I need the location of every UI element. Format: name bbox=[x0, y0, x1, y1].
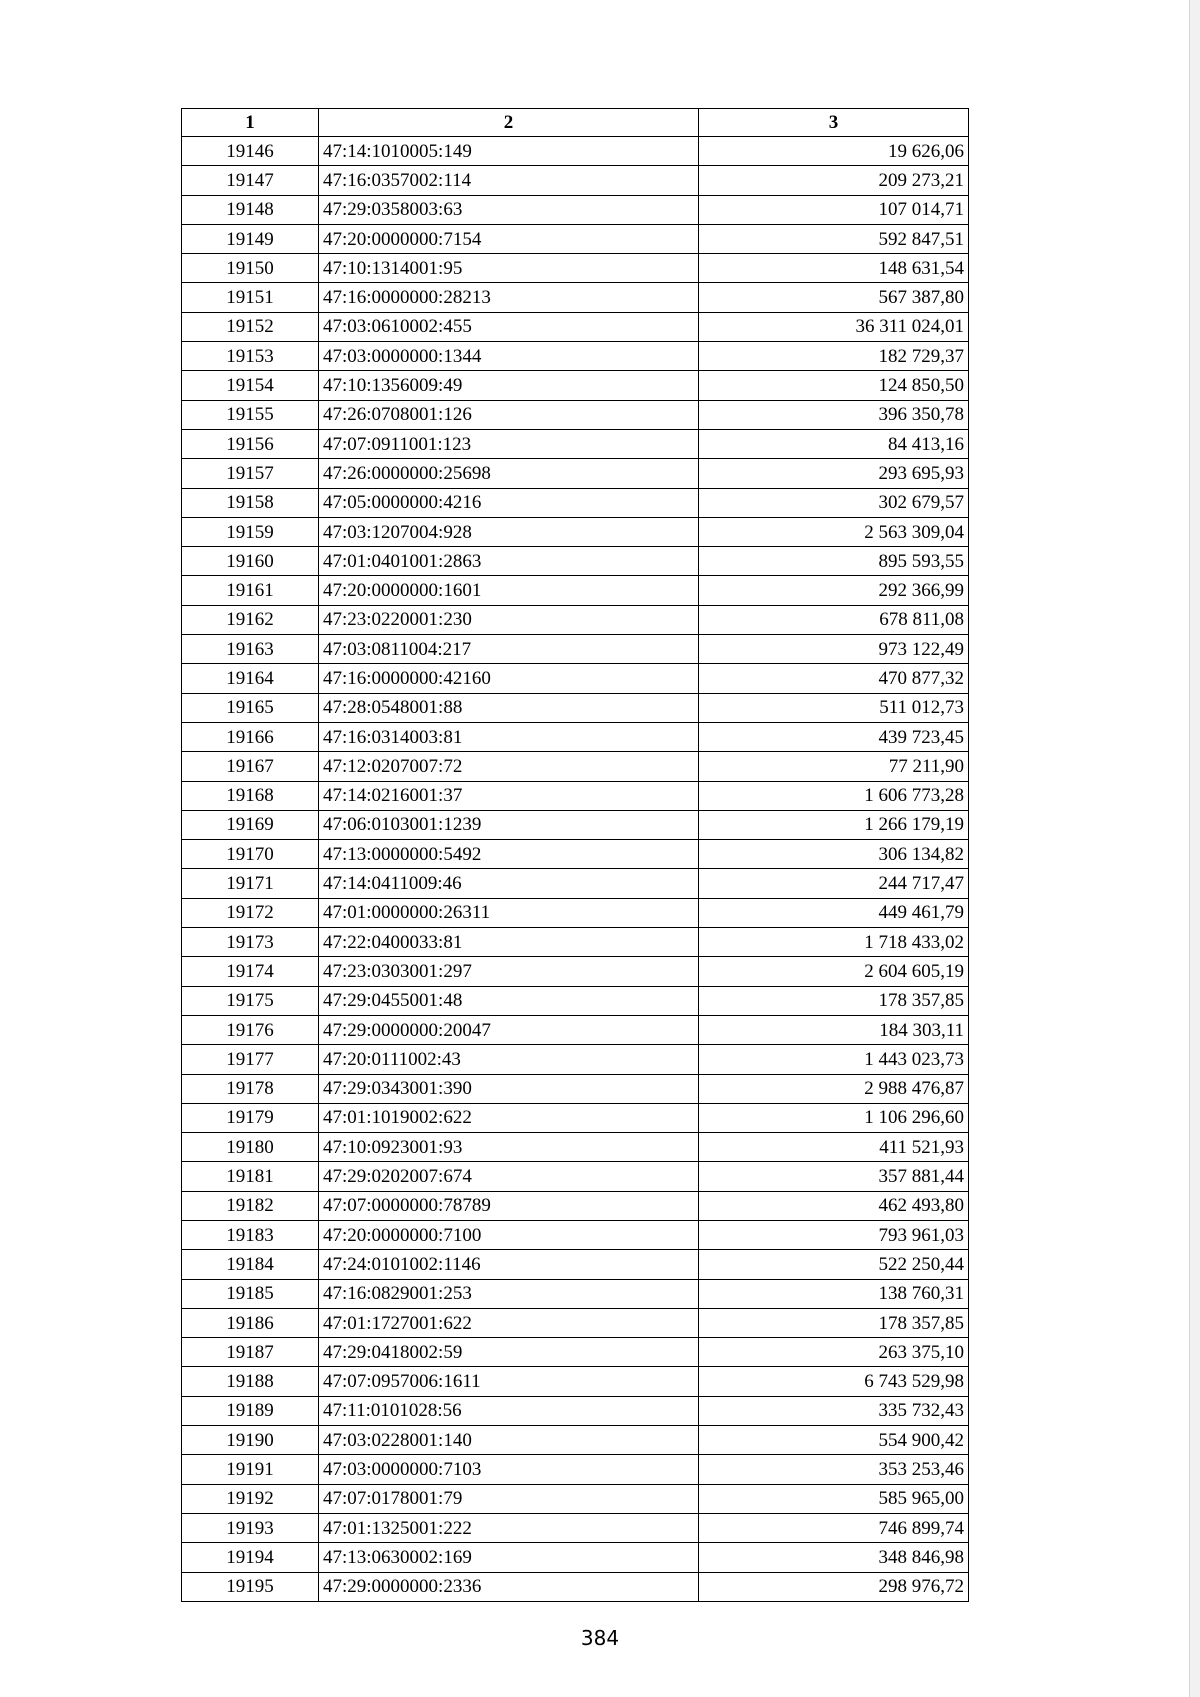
value-cell: 793 961,03 bbox=[699, 1220, 969, 1249]
table-row bbox=[182, 693, 969, 722]
table-row bbox=[182, 1250, 969, 1279]
value-cell: 178 357,85 bbox=[699, 1308, 969, 1337]
value-cell: 184 303,11 bbox=[699, 1015, 969, 1044]
value-cell: 302 679,57 bbox=[699, 488, 969, 517]
table-row bbox=[182, 1455, 969, 1484]
table-row bbox=[182, 166, 969, 195]
table-row bbox=[182, 1074, 969, 1103]
cadastral-number-cell: 47:14:0216001:37 bbox=[319, 781, 699, 810]
row-number-cell: 19187 bbox=[182, 1338, 319, 1367]
row-number-cell: 19156 bbox=[182, 429, 319, 458]
table-row bbox=[182, 1338, 969, 1367]
row-number-cell: 19178 bbox=[182, 1074, 319, 1103]
table-row bbox=[182, 1543, 969, 1572]
value-cell: 2 604 605,19 bbox=[699, 957, 969, 986]
cadastral-number-cell: 47:22:0400033:81 bbox=[319, 928, 699, 957]
cadastral-number-cell: 47:23:0303001:297 bbox=[319, 957, 699, 986]
value-cell: 36 311 024,01 bbox=[699, 312, 969, 341]
cadastral-number-cell: 47:10:1356009:49 bbox=[319, 371, 699, 400]
row-number-cell: 19159 bbox=[182, 517, 319, 546]
table-row bbox=[182, 1279, 969, 1308]
cadastral-number-cell: 47:14:0411009:46 bbox=[319, 869, 699, 898]
table-row bbox=[182, 1133, 969, 1162]
row-number-cell: 19150 bbox=[182, 254, 319, 283]
cadastral-number-cell: 47:16:0357002:114 bbox=[319, 166, 699, 195]
value-cell: 2 988 476,87 bbox=[699, 1074, 969, 1103]
row-number-cell: 19155 bbox=[182, 400, 319, 429]
row-number-cell: 19191 bbox=[182, 1455, 319, 1484]
cadastral-number-cell: 47:01:0000000:26311 bbox=[319, 898, 699, 927]
value-cell: 19 626,06 bbox=[699, 137, 969, 166]
row-number-cell: 19157 bbox=[182, 459, 319, 488]
cadastral-number-cell: 47:29:0455001:48 bbox=[319, 986, 699, 1015]
value-cell: 678 811,08 bbox=[699, 605, 969, 634]
row-number-cell: 19165 bbox=[182, 693, 319, 722]
value-cell: 138 760,31 bbox=[699, 1279, 969, 1308]
row-number-cell: 19152 bbox=[182, 312, 319, 341]
cadastral-number-cell: 47:29:0418002:59 bbox=[319, 1338, 699, 1367]
row-number-cell: 19186 bbox=[182, 1308, 319, 1337]
table-row bbox=[182, 1191, 969, 1220]
cadastral-number-cell: 47:01:1019002:622 bbox=[319, 1103, 699, 1132]
row-number-cell: 19162 bbox=[182, 605, 319, 634]
cadastral-number-cell: 47:24:0101002:1146 bbox=[319, 1250, 699, 1279]
column-header-1: 1 bbox=[182, 109, 319, 137]
value-cell: 178 357,85 bbox=[699, 986, 969, 1015]
value-cell: 554 900,42 bbox=[699, 1426, 969, 1455]
value-cell: 1 106 296,60 bbox=[699, 1103, 969, 1132]
table-row bbox=[182, 1572, 969, 1601]
value-cell: 348 846,98 bbox=[699, 1543, 969, 1572]
value-cell: 244 717,47 bbox=[699, 869, 969, 898]
cadastral-number-cell: 47:10:0923001:93 bbox=[319, 1133, 699, 1162]
value-cell: 973 122,49 bbox=[699, 635, 969, 664]
value-cell: 1 606 773,28 bbox=[699, 781, 969, 810]
cadastral-number-cell: 47:01:1727001:622 bbox=[319, 1308, 699, 1337]
table-row bbox=[182, 1045, 969, 1074]
table-row bbox=[182, 781, 969, 810]
row-number-cell: 19192 bbox=[182, 1484, 319, 1513]
row-number-cell: 19183 bbox=[182, 1220, 319, 1249]
cadastral-number-cell: 47:20:0111002:43 bbox=[319, 1045, 699, 1074]
cadastral-number-cell: 47:28:0548001:88 bbox=[319, 693, 699, 722]
row-number-cell: 19161 bbox=[182, 576, 319, 605]
row-number-cell: 19181 bbox=[182, 1162, 319, 1191]
cadastral-number-cell: 47:26:0000000:25698 bbox=[319, 459, 699, 488]
table-row bbox=[182, 488, 969, 517]
row-number-cell: 19164 bbox=[182, 664, 319, 693]
row-number-cell: 19158 bbox=[182, 488, 319, 517]
value-cell: 353 253,46 bbox=[699, 1455, 969, 1484]
value-cell: 1 718 433,02 bbox=[699, 928, 969, 957]
cadastral-number-cell: 47:03:0610002:455 bbox=[319, 312, 699, 341]
row-number-cell: 19190 bbox=[182, 1426, 319, 1455]
table-row bbox=[182, 195, 969, 224]
cadastral-number-cell: 47:05:0000000:4216 bbox=[319, 488, 699, 517]
cadastral-number-cell: 47:03:1207004:928 bbox=[319, 517, 699, 546]
row-number-cell: 19167 bbox=[182, 752, 319, 781]
row-number-cell: 19171 bbox=[182, 869, 319, 898]
row-number-cell: 19194 bbox=[182, 1543, 319, 1572]
value-cell: 439 723,45 bbox=[699, 722, 969, 751]
table-row bbox=[182, 1367, 969, 1396]
cadastral-number-cell: 47:26:0708001:126 bbox=[319, 400, 699, 429]
column-header-2: 2 bbox=[319, 109, 699, 137]
cadastral-number-cell: 47:01:1325001:222 bbox=[319, 1513, 699, 1542]
value-cell: 77 211,90 bbox=[699, 752, 969, 781]
cadastral-number-cell: 47:16:0000000:42160 bbox=[319, 664, 699, 693]
table-body bbox=[182, 137, 969, 1602]
cadastral-number-cell: 47:01:0401001:2863 bbox=[319, 547, 699, 576]
value-cell: 209 273,21 bbox=[699, 166, 969, 195]
table-row bbox=[182, 1103, 969, 1132]
cadastral-number-cell: 47:12:0207007:72 bbox=[319, 752, 699, 781]
row-number-cell: 19185 bbox=[182, 1279, 319, 1308]
page-edge bbox=[1189, 0, 1200, 1697]
row-number-cell: 19174 bbox=[182, 957, 319, 986]
table-row bbox=[182, 840, 969, 869]
value-cell: 411 521,93 bbox=[699, 1133, 969, 1162]
row-number-cell: 19160 bbox=[182, 547, 319, 576]
value-cell: 1 266 179,19 bbox=[699, 810, 969, 839]
cadastral-number-cell: 47:11:0101028:56 bbox=[319, 1396, 699, 1425]
cadastral-number-cell: 47:07:0957006:1611 bbox=[319, 1367, 699, 1396]
cadastral-number-cell: 47:07:0000000:78789 bbox=[319, 1191, 699, 1220]
cadastral-number-cell: 47:29:0358003:63 bbox=[319, 195, 699, 224]
cadastral-number-cell: 47:16:0314003:81 bbox=[319, 722, 699, 751]
value-cell: 357 881,44 bbox=[699, 1162, 969, 1191]
row-number-cell: 19176 bbox=[182, 1015, 319, 1044]
table-row bbox=[182, 605, 969, 634]
cadastral-number-cell: 47:20:0000000:7100 bbox=[319, 1220, 699, 1249]
table-row bbox=[182, 986, 969, 1015]
value-cell: 746 899,74 bbox=[699, 1513, 969, 1542]
value-cell: 293 695,93 bbox=[699, 459, 969, 488]
row-number-cell: 19172 bbox=[182, 898, 319, 927]
value-cell: 124 850,50 bbox=[699, 371, 969, 400]
row-number-cell: 19175 bbox=[182, 986, 319, 1015]
table-header bbox=[182, 109, 969, 137]
row-number-cell: 19180 bbox=[182, 1133, 319, 1162]
table-row bbox=[182, 957, 969, 986]
row-number-cell: 19184 bbox=[182, 1250, 319, 1279]
table-row bbox=[182, 1308, 969, 1337]
data-table bbox=[181, 108, 969, 1602]
row-number-cell: 19163 bbox=[182, 635, 319, 664]
table-row bbox=[182, 283, 969, 312]
table-row bbox=[182, 137, 969, 166]
table-row bbox=[182, 429, 969, 458]
value-cell: 84 413,16 bbox=[699, 429, 969, 458]
value-cell: 1 443 023,73 bbox=[699, 1045, 969, 1074]
value-cell: 462 493,80 bbox=[699, 1191, 969, 1220]
cadastral-number-cell: 47:29:0343001:390 bbox=[319, 1074, 699, 1103]
value-cell: 449 461,79 bbox=[699, 898, 969, 927]
cadastral-number-cell: 47:16:0000000:28213 bbox=[319, 283, 699, 312]
row-number-cell: 19173 bbox=[182, 928, 319, 957]
cadastral-number-cell: 47:07:0178001:79 bbox=[319, 1484, 699, 1513]
value-cell: 298 976,72 bbox=[699, 1572, 969, 1601]
row-number-cell: 19182 bbox=[182, 1191, 319, 1220]
cadastral-number-cell: 47:14:1010005:149 bbox=[319, 137, 699, 166]
cadastral-number-cell: 47:10:1314001:95 bbox=[319, 254, 699, 283]
table-row bbox=[182, 312, 969, 341]
row-number-cell: 19188 bbox=[182, 1367, 319, 1396]
cadastral-number-cell: 47:20:0000000:7154 bbox=[319, 224, 699, 253]
value-cell: 511 012,73 bbox=[699, 693, 969, 722]
cadastral-number-cell: 47:03:0811004:217 bbox=[319, 635, 699, 664]
cadastral-number-cell: 47:23:0220001:230 bbox=[319, 605, 699, 634]
row-number-cell: 19169 bbox=[182, 810, 319, 839]
table-row bbox=[182, 254, 969, 283]
table-row bbox=[182, 810, 969, 839]
table-row bbox=[182, 517, 969, 546]
table-row bbox=[182, 1513, 969, 1542]
table-row bbox=[182, 1426, 969, 1455]
row-number-cell: 19168 bbox=[182, 781, 319, 810]
row-number-cell: 19148 bbox=[182, 195, 319, 224]
value-cell: 335 732,43 bbox=[699, 1396, 969, 1425]
value-cell: 306 134,82 bbox=[699, 840, 969, 869]
row-number-cell: 19146 bbox=[182, 137, 319, 166]
table-row bbox=[182, 869, 969, 898]
cadastral-number-cell: 47:16:0829001:253 bbox=[319, 1279, 699, 1308]
cadastral-number-cell: 47:03:0000000:1344 bbox=[319, 342, 699, 371]
row-number-cell: 19149 bbox=[182, 224, 319, 253]
row-number-cell: 19154 bbox=[182, 371, 319, 400]
table-row bbox=[182, 898, 969, 927]
table-row bbox=[182, 722, 969, 751]
table-row bbox=[182, 547, 969, 576]
table-row bbox=[182, 459, 969, 488]
row-number-cell: 19153 bbox=[182, 342, 319, 371]
cadastral-number-cell: 47:29:0202007:674 bbox=[319, 1162, 699, 1191]
page-number: 384 bbox=[580, 1626, 620, 1650]
cadastral-number-cell: 47:29:0000000:2336 bbox=[319, 1572, 699, 1601]
row-number-cell: 19179 bbox=[182, 1103, 319, 1132]
value-cell: 107 014,71 bbox=[699, 195, 969, 224]
table-row bbox=[182, 752, 969, 781]
table-row bbox=[182, 635, 969, 664]
value-cell: 895 593,55 bbox=[699, 547, 969, 576]
row-number-cell: 19189 bbox=[182, 1396, 319, 1425]
table-row bbox=[182, 1015, 969, 1044]
table-row bbox=[182, 1484, 969, 1513]
row-number-cell: 19193 bbox=[182, 1513, 319, 1542]
table-row bbox=[182, 928, 969, 957]
cadastral-number-cell: 47:20:0000000:1601 bbox=[319, 576, 699, 605]
table-row bbox=[182, 1162, 969, 1191]
value-cell: 182 729,37 bbox=[699, 342, 969, 371]
table-row bbox=[182, 342, 969, 371]
value-cell: 592 847,51 bbox=[699, 224, 969, 253]
row-number-cell: 19151 bbox=[182, 283, 319, 312]
column-header-3: 3 bbox=[699, 109, 969, 137]
value-cell: 148 631,54 bbox=[699, 254, 969, 283]
value-cell: 6 743 529,98 bbox=[699, 1367, 969, 1396]
value-cell: 567 387,80 bbox=[699, 283, 969, 312]
value-cell: 522 250,44 bbox=[699, 1250, 969, 1279]
table-row bbox=[182, 371, 969, 400]
table-row bbox=[182, 664, 969, 693]
cadastral-number-cell: 47:29:0000000:20047 bbox=[319, 1015, 699, 1044]
table-row bbox=[182, 224, 969, 253]
table-header-row bbox=[182, 109, 969, 137]
cadastral-number-cell: 47:13:0630002:169 bbox=[319, 1543, 699, 1572]
table-row bbox=[182, 576, 969, 605]
cadastral-number-cell: 47:03:0228001:140 bbox=[319, 1426, 699, 1455]
cadastral-number-cell: 47:07:0911001:123 bbox=[319, 429, 699, 458]
table-row bbox=[182, 1396, 969, 1425]
value-cell: 292 366,99 bbox=[699, 576, 969, 605]
row-number-cell: 19177 bbox=[182, 1045, 319, 1074]
cadastral-number-cell: 47:13:0000000:5492 bbox=[319, 840, 699, 869]
value-cell: 396 350,78 bbox=[699, 400, 969, 429]
row-number-cell: 19166 bbox=[182, 722, 319, 751]
cadastral-number-cell: 47:03:0000000:7103 bbox=[319, 1455, 699, 1484]
table-row bbox=[182, 400, 969, 429]
row-number-cell: 19170 bbox=[182, 840, 319, 869]
row-number-cell: 19147 bbox=[182, 166, 319, 195]
value-cell: 470 877,32 bbox=[699, 664, 969, 693]
value-cell: 2 563 309,04 bbox=[699, 517, 969, 546]
value-cell: 263 375,10 bbox=[699, 1338, 969, 1367]
table-row bbox=[182, 1220, 969, 1249]
row-number-cell: 19195 bbox=[182, 1572, 319, 1601]
value-cell: 585 965,00 bbox=[699, 1484, 969, 1513]
cadastral-number-cell: 47:06:0103001:1239 bbox=[319, 810, 699, 839]
